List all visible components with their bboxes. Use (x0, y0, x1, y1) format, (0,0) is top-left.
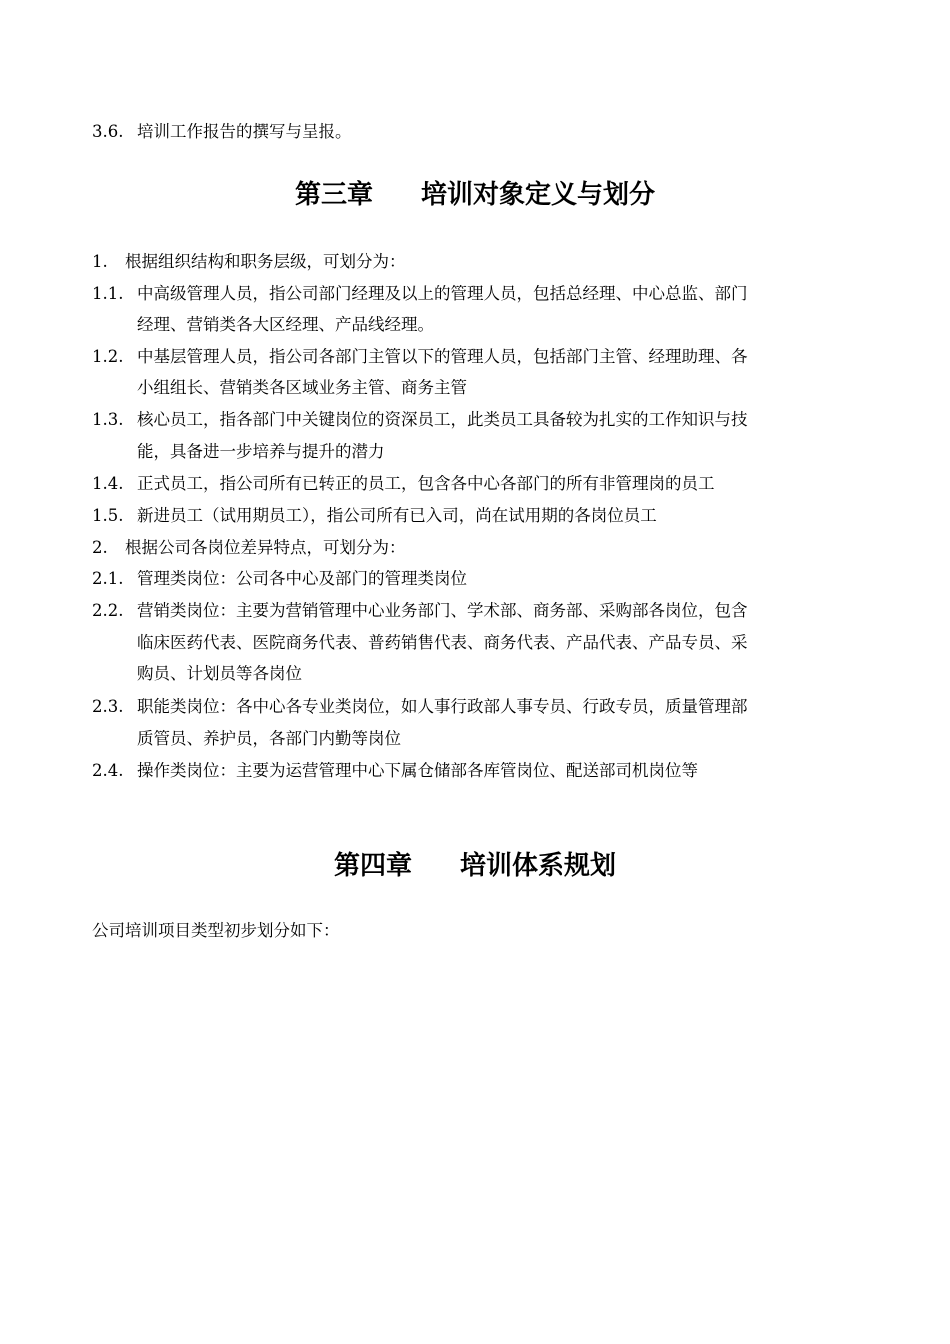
item-text: 经理、营销类各大区经理、产品线经理。 (137, 315, 434, 334)
item-number: 1.2. (92, 347, 124, 366)
item-text: 管理类岗位：公司各中心及部门的管理类岗位 (137, 569, 467, 588)
item-text: 正式员工，指公司所有已转正的员工，包含各中心各部门的所有非管理岗的员工 (137, 474, 715, 493)
item-number: 2. (92, 538, 108, 557)
chapter-3-heading (0, 179, 950, 211)
item-number: 1. (92, 252, 108, 271)
item-text: 职能类岗位：各中心各专业类岗位，如人事行政部人事专员、行政专员，质量管理部 (137, 697, 748, 716)
item-text: 临床医药代表、医院商务代表、普药销售代表、商务代表、产品代表、产品专员、采 (137, 633, 748, 652)
item-number: 1.1. (92, 284, 124, 303)
list-item-2-2-cont2 (137, 664, 302, 684)
item-number: 2.1. (92, 569, 124, 588)
chapter-title: 培训体系规划 (460, 851, 617, 881)
list-item-1-3 (92, 410, 748, 430)
item-number: 2.3. (92, 697, 124, 716)
item-text: 新进员工（试用期员工），指公司所有已入司，尚在试用期的各岗位员工 (137, 506, 657, 525)
item-text: 能，具备进一步培养与提升的潜力 (137, 442, 385, 461)
list-item-2 (92, 538, 406, 558)
list-item-2-3-cont (137, 729, 401, 749)
item-text: 中高级管理人员，指公司部门经理及以上的管理人员，包括总经理、中心总监、部门 (137, 284, 748, 303)
list-item-1-2 (92, 347, 748, 367)
list-item-2-2 (92, 601, 748, 621)
item-text: 质管员、养护员，各部门内勤等岗位 (137, 729, 401, 748)
item-number: 1.5. (92, 506, 124, 525)
item-text: 操作类岗位：主要为运营管理中心下属仓储部各库管岗位、配送部司机岗位等 (137, 761, 698, 780)
item-number: 1.4. (92, 474, 124, 493)
item-number: 2.4. (92, 761, 124, 780)
item-text: 根据组织结构和职务层级，可划分为： (125, 252, 406, 271)
chapter-4-intro (92, 921, 340, 941)
item-text: 营销类岗位：主要为营销管理中心业务部门、学术部、商务部、采购部各岗位，包含 (137, 601, 748, 620)
item-text: 根据公司各岗位差异特点，可划分为： (125, 538, 406, 557)
list-item-2-4 (92, 761, 698, 781)
list-item-1-1-cont (137, 315, 434, 335)
list-item-1-1 (92, 284, 748, 304)
item-text: 小组组长、营销类各区域业务主管、商务主管 (137, 378, 467, 397)
chapter-label: 第三章 (294, 180, 373, 210)
chapter-label: 第四章 (333, 851, 412, 881)
list-item-2-2-cont (137, 633, 748, 653)
item-text: 培训工作报告的撰写与呈报。 (137, 122, 352, 141)
item-number: 2.2. (92, 601, 124, 620)
chapter-4-heading (0, 850, 950, 882)
list-item-1-4 (92, 474, 715, 494)
list-item-3-6 (92, 122, 352, 142)
list-item-1-3-cont (137, 442, 385, 462)
list-item-2-3 (92, 697, 748, 717)
list-item-1 (92, 252, 406, 272)
item-text: 核心员工，指各部门中关键岗位的资深员工，此类员工具备较为扎实的工作知识与技 (137, 410, 748, 429)
list-item-1-2-cont (137, 378, 467, 398)
item-text: 中基层管理人员，指公司各部门主管以下的管理人员，包括部门主管、经理助理、各 (137, 347, 748, 366)
list-item-2-1 (92, 569, 467, 589)
intro-text: 公司培训项目类型初步划分如下： (92, 921, 340, 940)
item-number: 3.6. (92, 122, 124, 141)
item-text: 购员、计划员等各岗位 (137, 664, 302, 683)
item-number: 1.3. (92, 410, 124, 429)
chapter-title: 培训对象定义与划分 (421, 180, 656, 210)
list-item-1-5 (92, 506, 657, 526)
